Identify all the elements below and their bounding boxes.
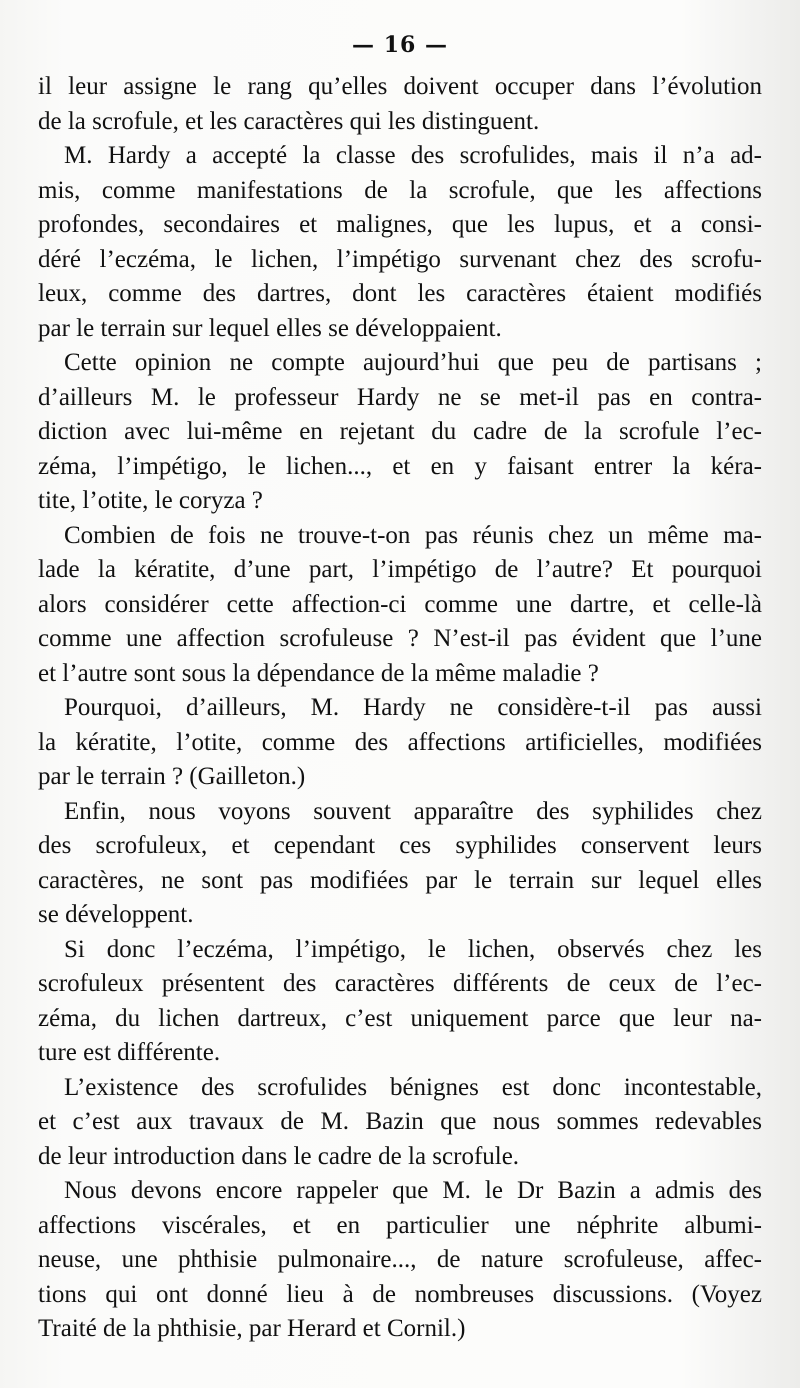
text-line: diction avec lui-même en rejetant du cadre de la scrofule l’ec- bbox=[38, 418, 762, 445]
paragraph bbox=[38, 139, 762, 346]
paragraph bbox=[38, 1174, 762, 1347]
text-line: lade la kératite, d’une part, l’impétigo de l’autre? Et pourquoi bbox=[38, 556, 762, 583]
text-line: Combien de fois ne trouve-t-on pas réunis chez un même ma- bbox=[64, 521, 762, 549]
paragraph bbox=[38, 346, 762, 519]
text-line: scrofuleux présentent des caractères différents de ceux de l’ec- bbox=[38, 970, 762, 997]
text-line: et c’est aux travaux de M. Bazin que nous sommes redevables bbox=[38, 1108, 762, 1135]
text-line: Pourquoi, d’ailleurs, M. Hardy ne considère-t-il pas aussi bbox=[64, 694, 762, 721]
text-line: Nous devons encore rappeler que M. le Dr Bazin a admis des bbox=[64, 1177, 762, 1204]
text-line: déré l’eczéma, le lichen, l’impétigo survenant chez des scrofu- bbox=[38, 245, 762, 273]
paragraph bbox=[38, 933, 762, 1071]
text-line: affections viscérales, et en particulier une néphrite albumi- bbox=[38, 1211, 762, 1239]
text-line: caractères, ne sont pas modifiées par le terrain sur lequel elles bbox=[38, 866, 762, 894]
text-line: et l’autre sont sous la dépendance de la même maladie ? bbox=[38, 659, 599, 687]
paragraph bbox=[38, 691, 762, 795]
paragraph bbox=[38, 795, 762, 933]
paragraph bbox=[38, 70, 762, 139]
text-line: M. Hardy a accepté la classe des scrofulides, mais il n’a ad- bbox=[64, 142, 762, 169]
text-line: mis, comme manifestations de la scrofule, que les affections bbox=[38, 176, 762, 204]
text-line: Cette opinion ne compte aujourd’hui que peu de partisans ; bbox=[64, 349, 762, 376]
text-line: par le terrain sur lequel elles se développaient. bbox=[38, 314, 502, 342]
text-line: des scrofuleux, et cependant ces syphilides conservent leurs bbox=[38, 832, 762, 859]
text-line: profondes, secondaires et malignes, que les lupus, et a consi- bbox=[38, 211, 762, 238]
text-line: alors considérer cette affection-ci comme une dartre, et celle-là bbox=[38, 590, 762, 618]
paragraph bbox=[38, 519, 762, 692]
text-line: Traité de la phthisie, par Herard et Cornil.) bbox=[38, 1315, 466, 1342]
text-line: L’existence des scrofulides bénignes est donc incontestable, bbox=[64, 1073, 762, 1101]
text-line: Si donc l’eczéma, l’impétigo, le lichen, observés chez les bbox=[64, 935, 762, 963]
page-number: — 16 — bbox=[352, 32, 448, 58]
text-line: tions qui ont donné lieu à de nombreuses discussions. (Voyez bbox=[38, 1280, 762, 1308]
text-line: il leur assigne le rang qu’elles doivent occuper dans l’évolution bbox=[38, 73, 762, 100]
text-line: leux, comme des dartres, dont les caractères étaient modifiés bbox=[38, 280, 762, 307]
text-line: ture est différente. bbox=[38, 1039, 221, 1066]
text-line: zéma, l’impétigo, le lichen..., et en y faisant entrer la kéra- bbox=[38, 452, 762, 480]
paragraph bbox=[38, 1071, 762, 1175]
text-line: de leur introduction dans le cadre de la scrofule. bbox=[38, 1142, 520, 1170]
text-line: tite, l’otite, le coryza ? bbox=[38, 487, 263, 514]
text-line: zéma, du lichen dartreux, c’est uniquement parce que leur na- bbox=[38, 1004, 762, 1032]
text-line: la kératite, l’otite, comme des affections artificielles, modifiées bbox=[38, 728, 762, 756]
text-line: neuse, une phthisie pulmonaire..., de nature scrofuleuse, affec- bbox=[38, 1246, 762, 1273]
body-text bbox=[38, 70, 762, 1347]
text-line: d’ailleurs M. le professeur Hardy ne se met-il pas en contra- bbox=[38, 383, 762, 411]
text-line: comme une affection scrofuleuse ? N’est-il pas évident que l’une bbox=[38, 625, 762, 652]
text-line: Enfin, nous voyons souvent apparaître des syphilides chez bbox=[64, 797, 762, 825]
text-line: de la scrofule, et les caractères qui les distinguent. bbox=[38, 107, 540, 135]
text-line: par le terrain ? (Gailleton.) bbox=[38, 763, 306, 790]
text-line: se développent. bbox=[38, 901, 194, 928]
